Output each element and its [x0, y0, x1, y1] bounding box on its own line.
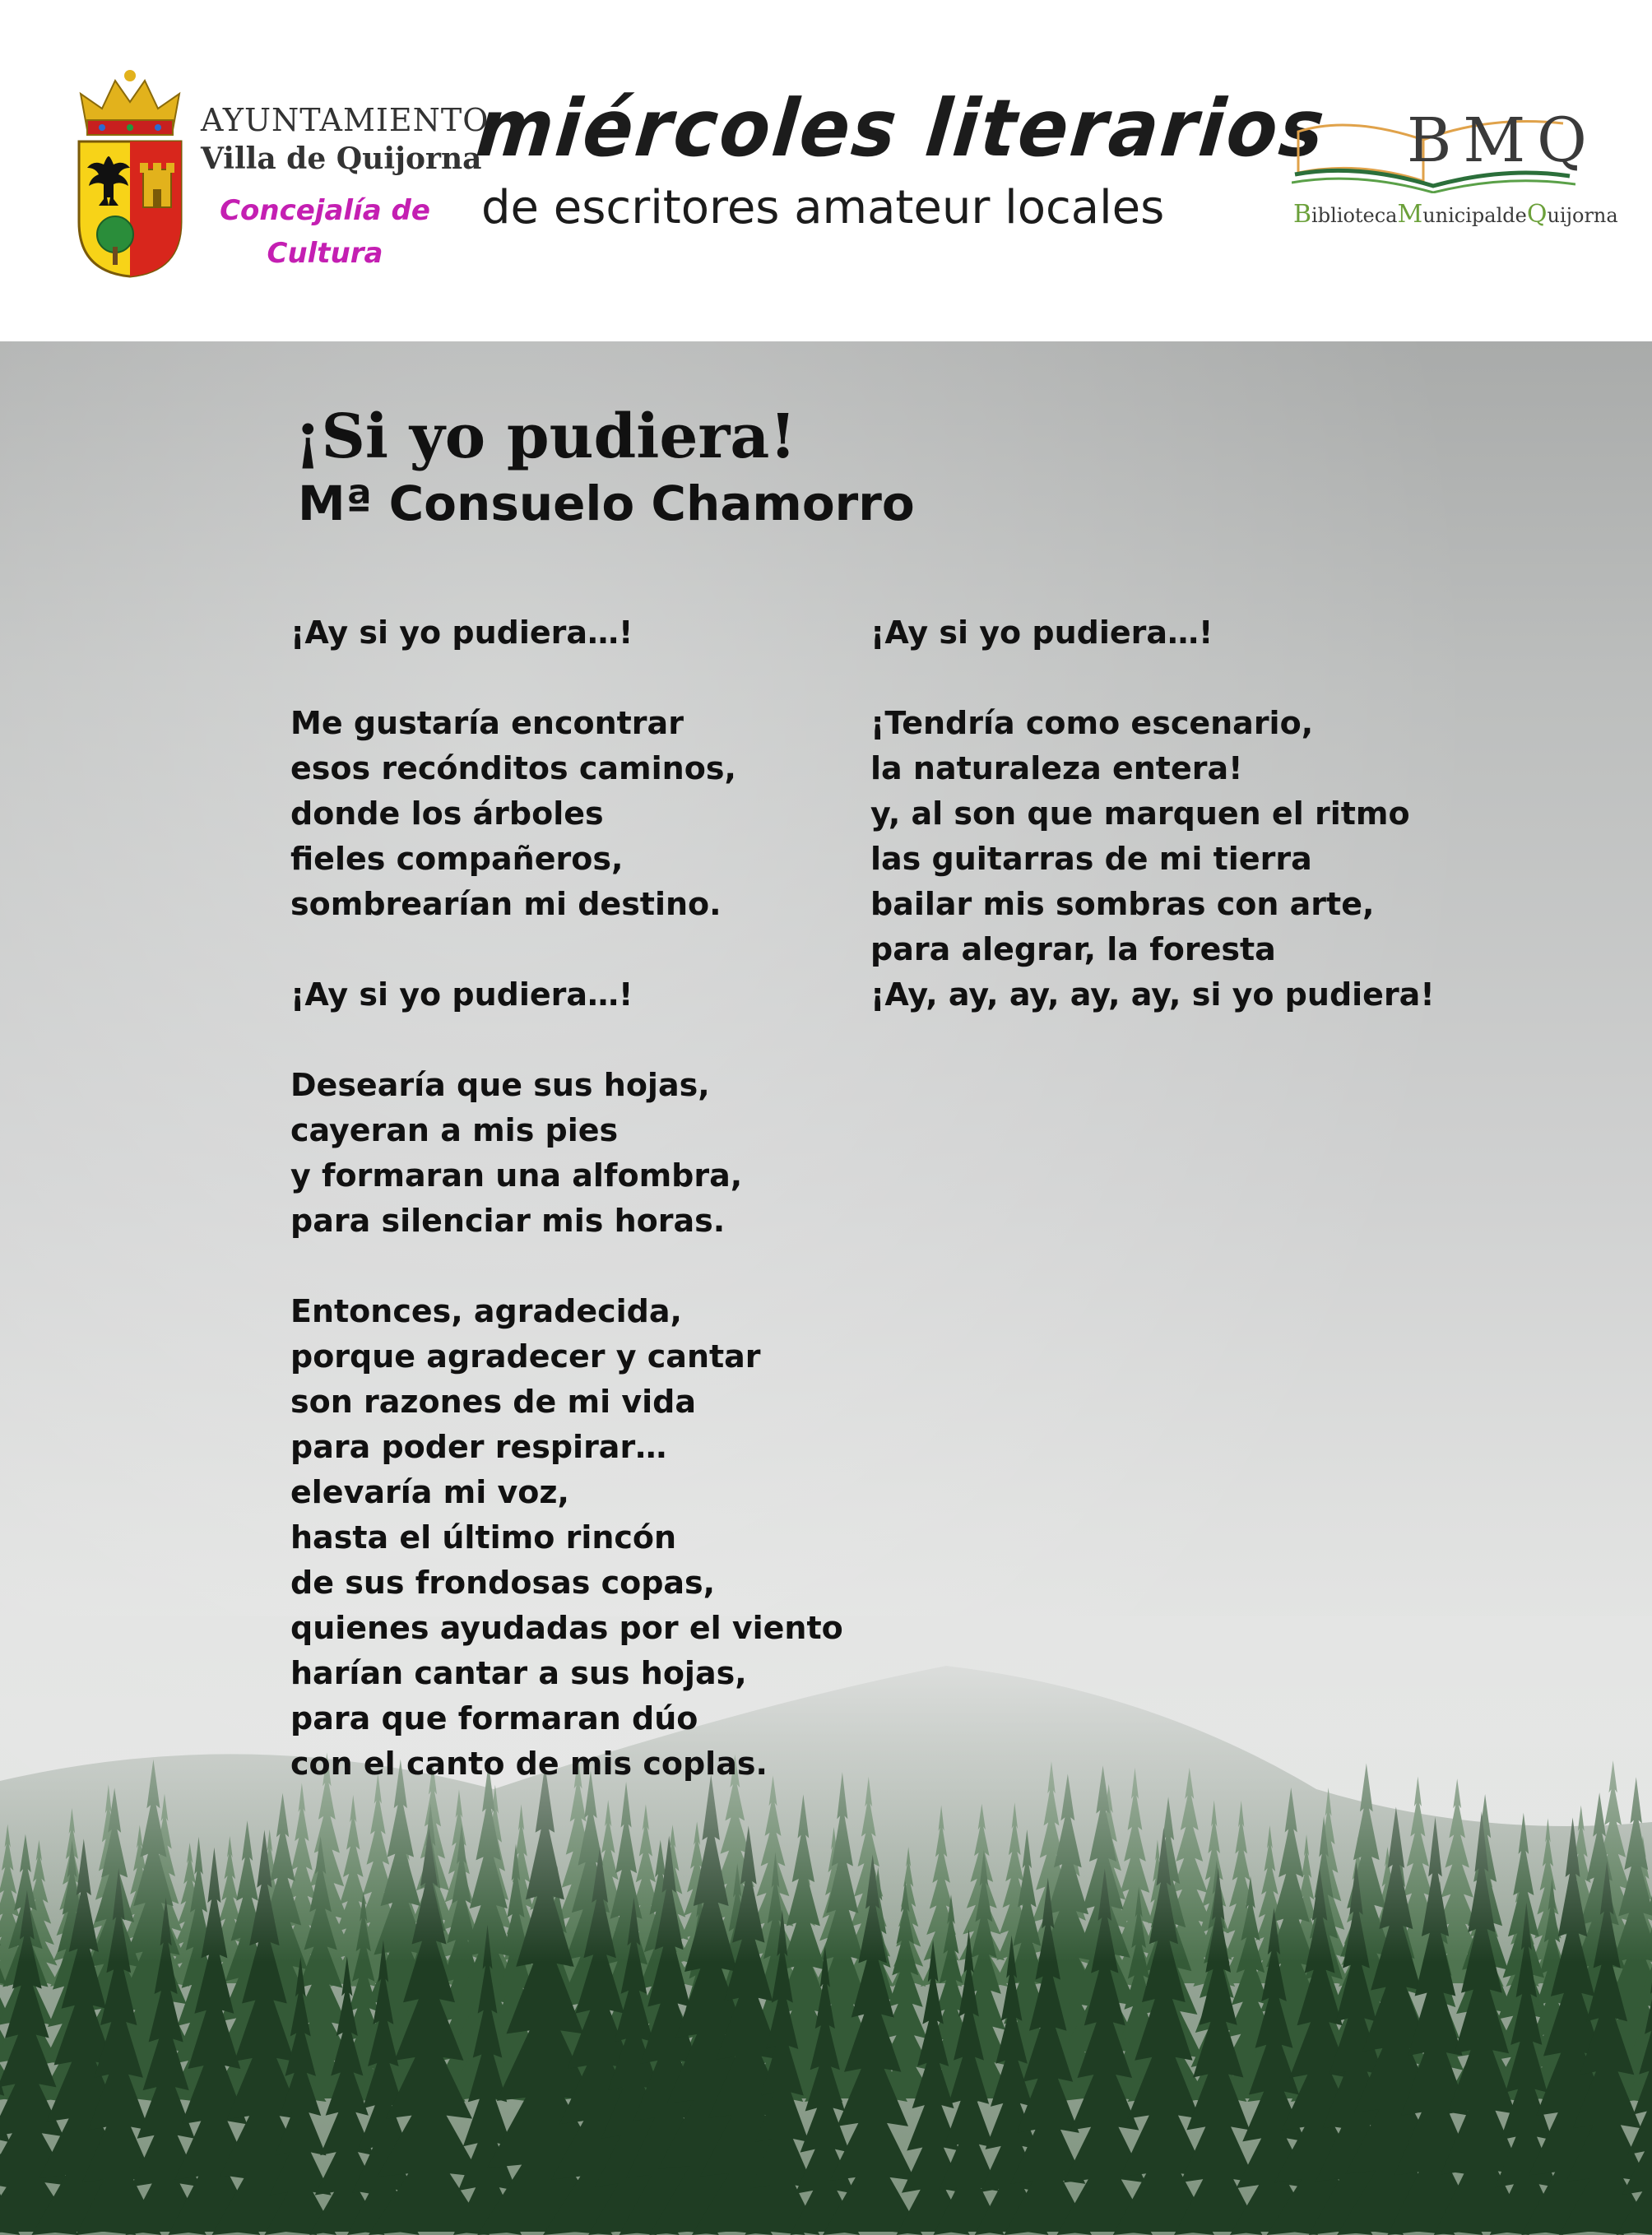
poem-line: hasta el último rincón	[290, 1519, 677, 1556]
poem-line: Entonces, agradecida,	[290, 1293, 682, 1329]
poster-background	[0, 341, 1652, 2235]
coat-of-arms-icon	[72, 66, 188, 280]
series-subtitle: de escritores amateur locales	[481, 181, 1165, 234]
header-banner	[0, 0, 1652, 341]
library-name: BibliotecaMunicipaldeQuijorna	[1293, 200, 1618, 229]
poem-line: y, al son que marquen el ritmo	[870, 795, 1410, 832]
poem-line: ¡Ay, ay, ay, ay, ay, si yo pudiera!	[870, 976, 1435, 1013]
poem-line: fieles compañeros,	[290, 841, 624, 877]
poem-line: ¡Ay si yo pudiera…!	[290, 976, 633, 1013]
poem-line: cayeran a mis pies	[290, 1112, 619, 1148]
poem-line: donde los árboles	[290, 795, 604, 832]
bmq-logo-letters: BMQ	[1407, 105, 1599, 176]
poem-line: con el canto de mis coplas.	[290, 1746, 768, 1782]
poem-stanza	[290, 1063, 843, 1244]
poem-line: para que formaran dúo	[290, 1700, 698, 1737]
poem-line: porque agradecer y cantar	[290, 1338, 761, 1375]
poem-stanza	[290, 610, 843, 656]
poem-line: esos recónditos caminos,	[290, 750, 736, 786]
poem-title: ¡Si yo pudiera!	[295, 401, 796, 472]
poem-line: para alegrar, la foresta	[870, 931, 1276, 967]
poem-stanza	[870, 610, 1435, 656]
ayuntamiento-label: AYUNTAMIENTO	[201, 102, 490, 138]
poem-column-left	[290, 610, 843, 1832]
municipality-name: Villa de Quijorna	[201, 141, 482, 176]
poem-line: para silenciar mis horas.	[290, 1203, 726, 1239]
series-title: miércoles literarios	[472, 82, 1330, 174]
poem-line: son razones de mi vida	[290, 1384, 696, 1420]
poem-line: ¡Ay si yo pudiera…!	[290, 614, 633, 651]
poem-stanza	[290, 1289, 843, 1787]
poem-stanza	[290, 972, 843, 1018]
poem-line: la naturaleza entera!	[870, 750, 1243, 786]
poem-line: de sus frondosas copas,	[290, 1565, 716, 1601]
concejalia-label: Concejalía de Cultura	[220, 194, 430, 270]
poem-line: las guitarras de mi tierra	[870, 841, 1312, 877]
poem-line: elevaría mi voz,	[290, 1474, 569, 1510]
poem-line: harían cantar a sus hojas,	[290, 1655, 747, 1691]
poem-author: Mª Consuelo Chamorro	[298, 475, 915, 531]
poem-line: bailar mis sombras con arte,	[870, 886, 1375, 922]
poem-stanza	[290, 701, 843, 927]
poem-line: sombrearían mi destino.	[290, 886, 722, 922]
poem-line: Desearía que sus hojas,	[290, 1067, 710, 1103]
poem-line: ¡Tendría como escenario,	[870, 705, 1314, 741]
poem-line: para poder respirar…	[290, 1429, 667, 1465]
poem-stanza	[870, 701, 1435, 1018]
poem-line: ¡Ay si yo pudiera…!	[870, 614, 1213, 651]
poem-line: quienes ayudadas por el viento	[290, 1610, 843, 1646]
poem-line: Me gustaría encontrar	[290, 705, 684, 741]
poem-column-right	[870, 610, 1435, 1063]
poem-line: y formaran una alfombra,	[290, 1157, 743, 1194]
